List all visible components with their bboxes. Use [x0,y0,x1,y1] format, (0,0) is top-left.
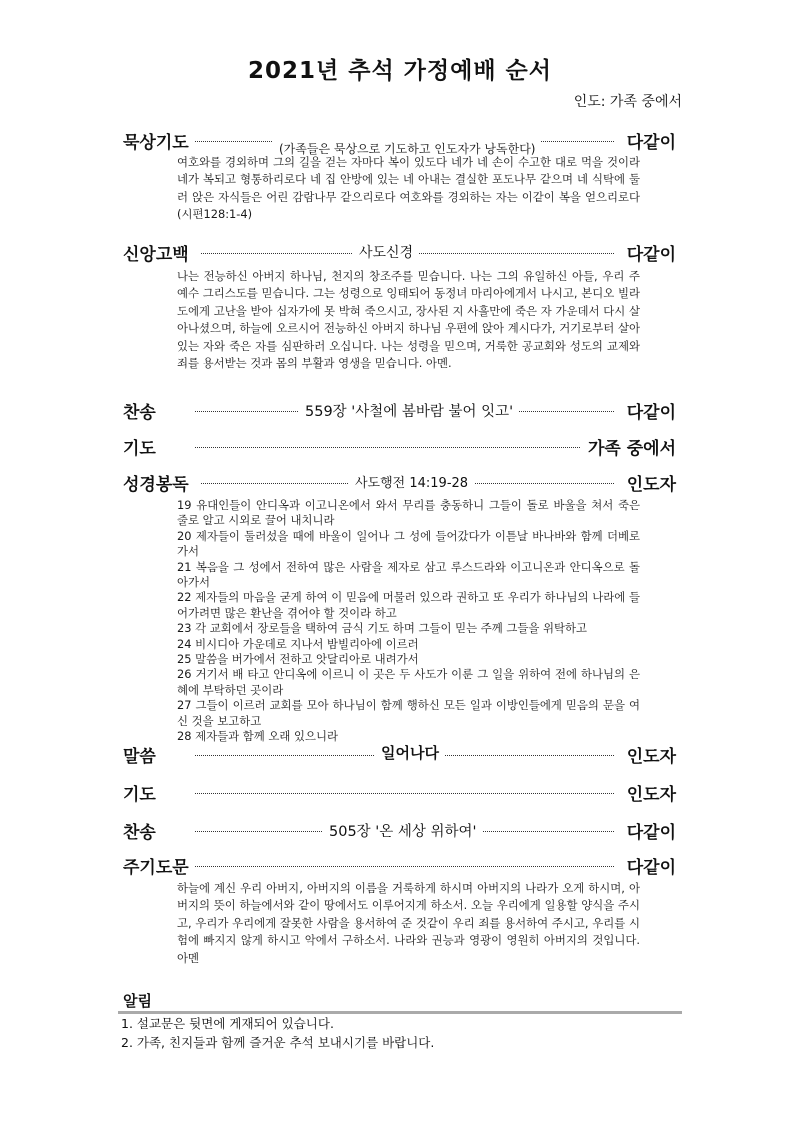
section-lords-prayer-heading [123,853,676,879]
section-leader: 다같이 [626,858,676,878]
section-leader: 다같이 [626,823,676,843]
scripture-verses [177,498,640,745]
dot-leader [195,793,614,794]
leader-note: 인도: 가족 중에서 [573,94,682,110]
section-prayer2-heading [123,780,676,806]
verse: 20 제자들이 둘러섰을 때에 바울이 일어나 그 성에 들어갔다가 이튿날 바나바와 함께 더베로 가서 [177,528,640,559]
notice-item: 1. 설교문은 뒷면에 게재되어 있습니다. [121,1016,334,1031]
section-leader: 다같이 [626,245,676,265]
section-label: 기도 [123,785,156,805]
section-label: 찬송 [123,823,156,843]
verse: 25 말씀을 버가에서 전하고 앗달리아로 내려가서 [177,652,419,667]
verse: 19 유대인들이 안디옥과 이고니온에서 와서 무리를 충동하니 그들이 돌로 바울을 쳐서 죽은 줄로 알고 시외로 끌어 내치니라 [177,498,640,528]
section-label: 신앙고백 [123,245,189,265]
section-leader: 인도자 [626,475,676,495]
verse: 24 비시디아 가운데로 지나서 밤빌리아에 이르러 [177,636,419,651]
verse: 23 각 교회에서 장로들을 택하여 금식 기도 하며 그들이 믿는 주께 그들을 위탁하고 [177,621,588,636]
dot-leader [195,866,614,867]
hymn-title: 559장 '사철에 봄바람 불어 잇고' [299,400,519,421]
section-scripture-heading [123,470,676,496]
notices-list [121,1014,434,1052]
section-instruction: (가족들은 묵상으로 기도하고 인도자가 낭독한다) [273,140,541,157]
section-prayer1-heading [123,434,676,460]
hymn-title: 505장 '온 세상 위하여' [323,820,483,841]
section-label: 주기도문 [123,858,189,878]
section-leader: 인도자 [626,747,676,767]
section-label: 말씀 [123,747,156,767]
creed-text: 나는 전능하신 아버지 하나님, 천지의 창조주를 믿습니다. 나는 그의 유일하신 아들, 우리 주 예수 그리스도를 믿습니다. 그는 성령으로 잉태되어 동정녀 마리아에게서 나시고, 본디오 빌라도에게 고난을 받아 십자가에 못 박혀 죽으시고, 장사된 지 사흘만에 죽은 자 가운데서 다시 살아나셨으며, 하늘에 오르시어 전능하신 아버지 하나님 우편에 앉아 계시다가, 거기로부터 살아 있는 자와 죽은 자를 심판하러 오십니다. 나는 성령을 믿으며, 거룩한 공교회와 성도의 교제와 죄를 용서받는 것과 몸의 부활과 영생을 믿습니다. 아멘. [177,269,640,371]
section-creed-heading [123,240,676,266]
meditation-text: 여호와를 경외하며 그의 길을 걷는 자마다 복이 있도다 네가 네 손이 수고한 대로 먹을 것이라 네가 복되고 형통하리로다 네 집 안방에 있는 네 아내는 결실한 포도나무 같으며 네 식탁에 둘러 앉은 자식들은 어린 감람나무 같으리로다 여호와를 경외하는 자는 이같이 복을 얻으리로다 (시편128:1-4) [177,155,640,222]
notice-item: 2. 가족, 친지들과 함께 즐거운 추석 보내시기를 바랍니다. [121,1035,435,1050]
section-hymn2-heading [123,818,676,844]
section-label: 기도 [123,439,156,459]
section-leader: 인도자 [626,785,676,805]
section-label: 성경봉독 [123,475,189,495]
page-title: 2021년 추석 가정예배 순서 [248,58,552,84]
verse: 28 제자들과 함께 오래 있으니라 [177,729,339,744]
section-meditation-heading [123,128,676,154]
section-sermon-heading [123,742,676,768]
section-leader: 다같이 [626,403,676,423]
section-label: 묵상기도 [123,133,189,153]
section-label: 찬송 [123,403,156,423]
verse: 26 거기서 배 타고 안디옥에 이르니 이 곳은 두 사도가 이룬 그 일을 위하여 전에 하나님의 은혜에 부탁하던 곳이라 [177,667,640,697]
verse: 22 제자들의 마음을 굳게 하여 이 믿음에 머물러 있으라 권하고 또 우리가 하나님의 나라에 들어가려면 많은 환난을 겪어야 할 것이라 하고 [177,590,640,620]
lords-prayer-text: 하늘에 계신 우리 아버지, 아버지의 이름을 거룩하게 하시며 아버지의 나라가 오게 하시며, 아버지의 뜻이 하늘에서와 같이 땅에서도 이루어지게 하소서. 오늘 우리에게 일용할 양식을 주시고, 우리가 우리에게 잘못한 사람을 용서하여 준 것같이 우리 죄를 용서하여 주시고, 우리를 시험에 빠지지 않게 하시고 악에서 구하소서. 나라와 권능과 영광이 영원히 아버지의 것입니다. 아멘 [177,881,640,965]
verse: 21 복음을 그 성에서 전하여 많은 사람을 제자로 삼고 루스드라와 이고니온과 안디옥으로 돌아가서 [177,559,640,590]
sermon-title: 일어나다 [375,742,445,763]
section-leader: 다같이 [626,133,676,153]
notices-title: 알림 [123,992,152,1010]
section-hymn1-heading [123,398,676,424]
section-center-text: 사도신경 [353,242,419,262]
verse: 27 그들이 이르러 교회를 모아 하나님이 함께 행하신 모든 일과 이방인들에게 믿음의 문을 여신 것을 보고하고 [177,698,640,728]
scripture-reference: 사도행전 14:19-28 [349,472,474,491]
dot-leader [195,447,580,448]
section-leader: 가족 중에서 [587,439,676,459]
